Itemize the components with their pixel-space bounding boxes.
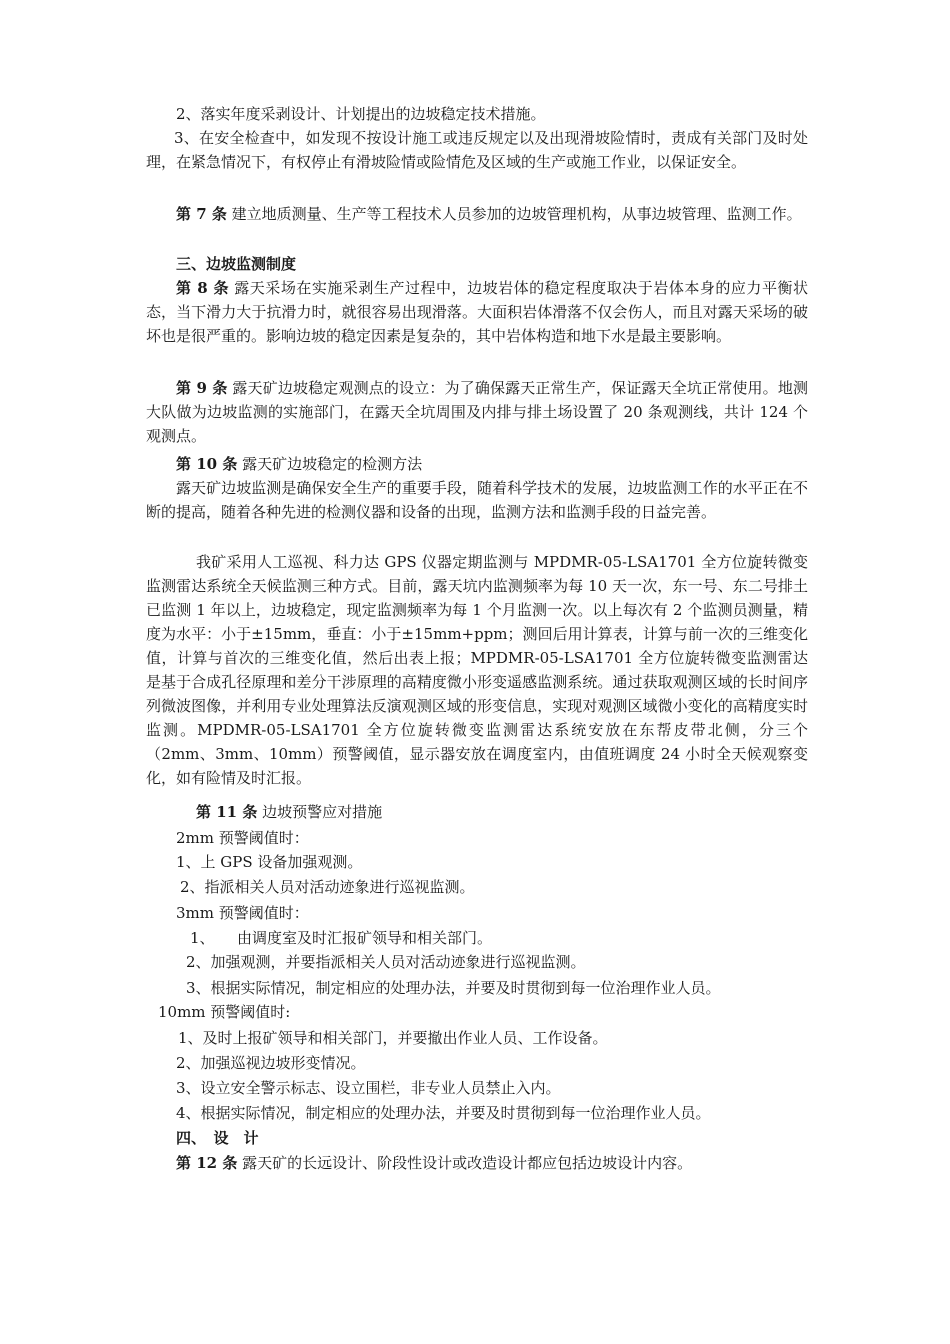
list-item: 1、上 GPS 设备加强观测。 (176, 853, 363, 871)
article-text: 露天矿的长远设计、阶段性设计或改造设计都应包括边坡设计内容。 (242, 1154, 693, 1172)
section-heading: 四、 设 计 (176, 1129, 259, 1147)
article-title: 第 8 条 (176, 279, 229, 297)
list-item: 2、加强观测，并要指派相关人员对活动迹象进行巡视监测。 (186, 953, 586, 971)
paragraph: 我矿采用人工巡视、科力达 GPS 仪器定期监测与 MPDMR-05-LSA1701 全方位旋转微变监测雷达系统全天候监测三种方式。目前，露天坑内监测频率为每 10 天一次，东一号、东二号排土已监测 1 年以上，边坡稳定，现定监测频率为每 1 个月监测一次。以上每次有 2 个监测员测量，精度为水平：小于±15mm，垂直：小于±15mm+ppm；测回后用计算表，计算与前一次的三维变化值，计算与首次的三维变化值，然后出表上报；MPDMR-05-LSA1701 全方位旋转微变监测雷达是基于合成孔径原理和差分干涉原理的高精度微小形变遥感监测系统。通过获取观测区域的长时间序列微波图像，并利用专业处理算法反演观测区域的形变信息，实现对观测区域微小变化的高精度实时监测。MPDMR-05-LSA1701 全方位旋转微变监测雷达系统安放在东帮皮带北侧，分三个（2mm、3mm、10mm）预警阈值，显示器安放在调度室内，由值班调度 24 小时全天候观察变化，如有险情及时汇报。 (146, 553, 808, 787)
article-text: 建立地质测量、生产等工程技术人员参加的边坡管理机构，从事边坡管理、监测工作。 (231, 205, 802, 223)
article-title: 第 12 条 (176, 1154, 238, 1172)
list-item: 1、及时上报矿领导和相关部门，并要撤出作业人员、工作设备。 (178, 1029, 608, 1047)
article-10 (176, 452, 422, 476)
article-12 (176, 1151, 692, 1175)
threshold-heading: 3mm 预警阈值时： (176, 904, 309, 922)
paragraph: 露天矿边坡监测是确保安全生产的重要手段，随着科学技术的发展，边坡监测工作的水平正在不断的提高，随着各种先进的检测仪器和设备的出现，监测方法和监测手段的日益完善。 (146, 479, 808, 521)
list-item: 2、落实年度采剥设计、计划提出的边坡稳定技术措施。 (176, 105, 546, 123)
article-11 (196, 800, 382, 824)
article-text: 露天矿边坡稳定观测点的设立：为了确保露天正常生产，保证露天全坑正常使用。地测大队做为边坡监测的实施部门，在露天全坑周围及内排与排土场设置了 20 条观测线，共计 124 个观测点。 (146, 379, 808, 445)
list-item: 3、根据实际情况，制定相应的处理办法，并要及时贯彻到每一位治理作业人员。 (186, 979, 721, 997)
threshold-heading: 2mm 预警阈值时： (176, 829, 309, 847)
list-item: 2、加强巡视边坡形变情况。 (176, 1054, 366, 1072)
article-title: 第 7 条 (176, 205, 227, 223)
list-item: 1、 由调度室及时汇报矿领导和相关部门。 (190, 929, 493, 947)
article-7 (146, 202, 808, 226)
article-title: 第 10 条 (176, 455, 238, 473)
article-text: 露天采场在实施采剥生产过程中，边坡岩体的稳定程度取决于岩体本身的应力平衡状态，当下滑力大于抗滑力时，就很容易出现滑落。大面积岩体滑落不仅会伤人，而且对露天采场的破坏也是很严重的。影响边坡的稳定因素是复杂的，其中岩体构造和地下水是最主要影响。 (146, 279, 808, 345)
threshold-heading: 10mm 预警阈值时: (158, 1003, 291, 1021)
article-8 (146, 276, 808, 348)
list-item: 2、指派相关人员对活动迹象进行巡视监测。 (180, 878, 475, 896)
article-text: 露天矿边坡稳定的检测方法 (242, 455, 423, 473)
section-heading: 三、边坡监测制度 (176, 255, 297, 273)
article-text: 边坡预警应对措施 (262, 803, 383, 821)
article-title: 第 11 条 (196, 803, 258, 821)
article-title: 第 9 条 (176, 379, 228, 397)
list-item: 4、根据实际情况，制定相应的处理办法，并要及时贯彻到每一位治理作业人员。 (176, 1104, 711, 1122)
list-item: 3、设立安全警示标志、设立围栏，非专业人员禁止入内。 (176, 1079, 561, 1097)
list-item: 3、在安全检查中，如发现不按设计施工或违反规定以及出现滑坡险情时，责成有关部门及时处理，在紧急情况下，有权停止有滑坡险情或险情危及区域的生产或施工作业，以保证安全。 (146, 129, 808, 171)
article-9 (146, 376, 808, 448)
